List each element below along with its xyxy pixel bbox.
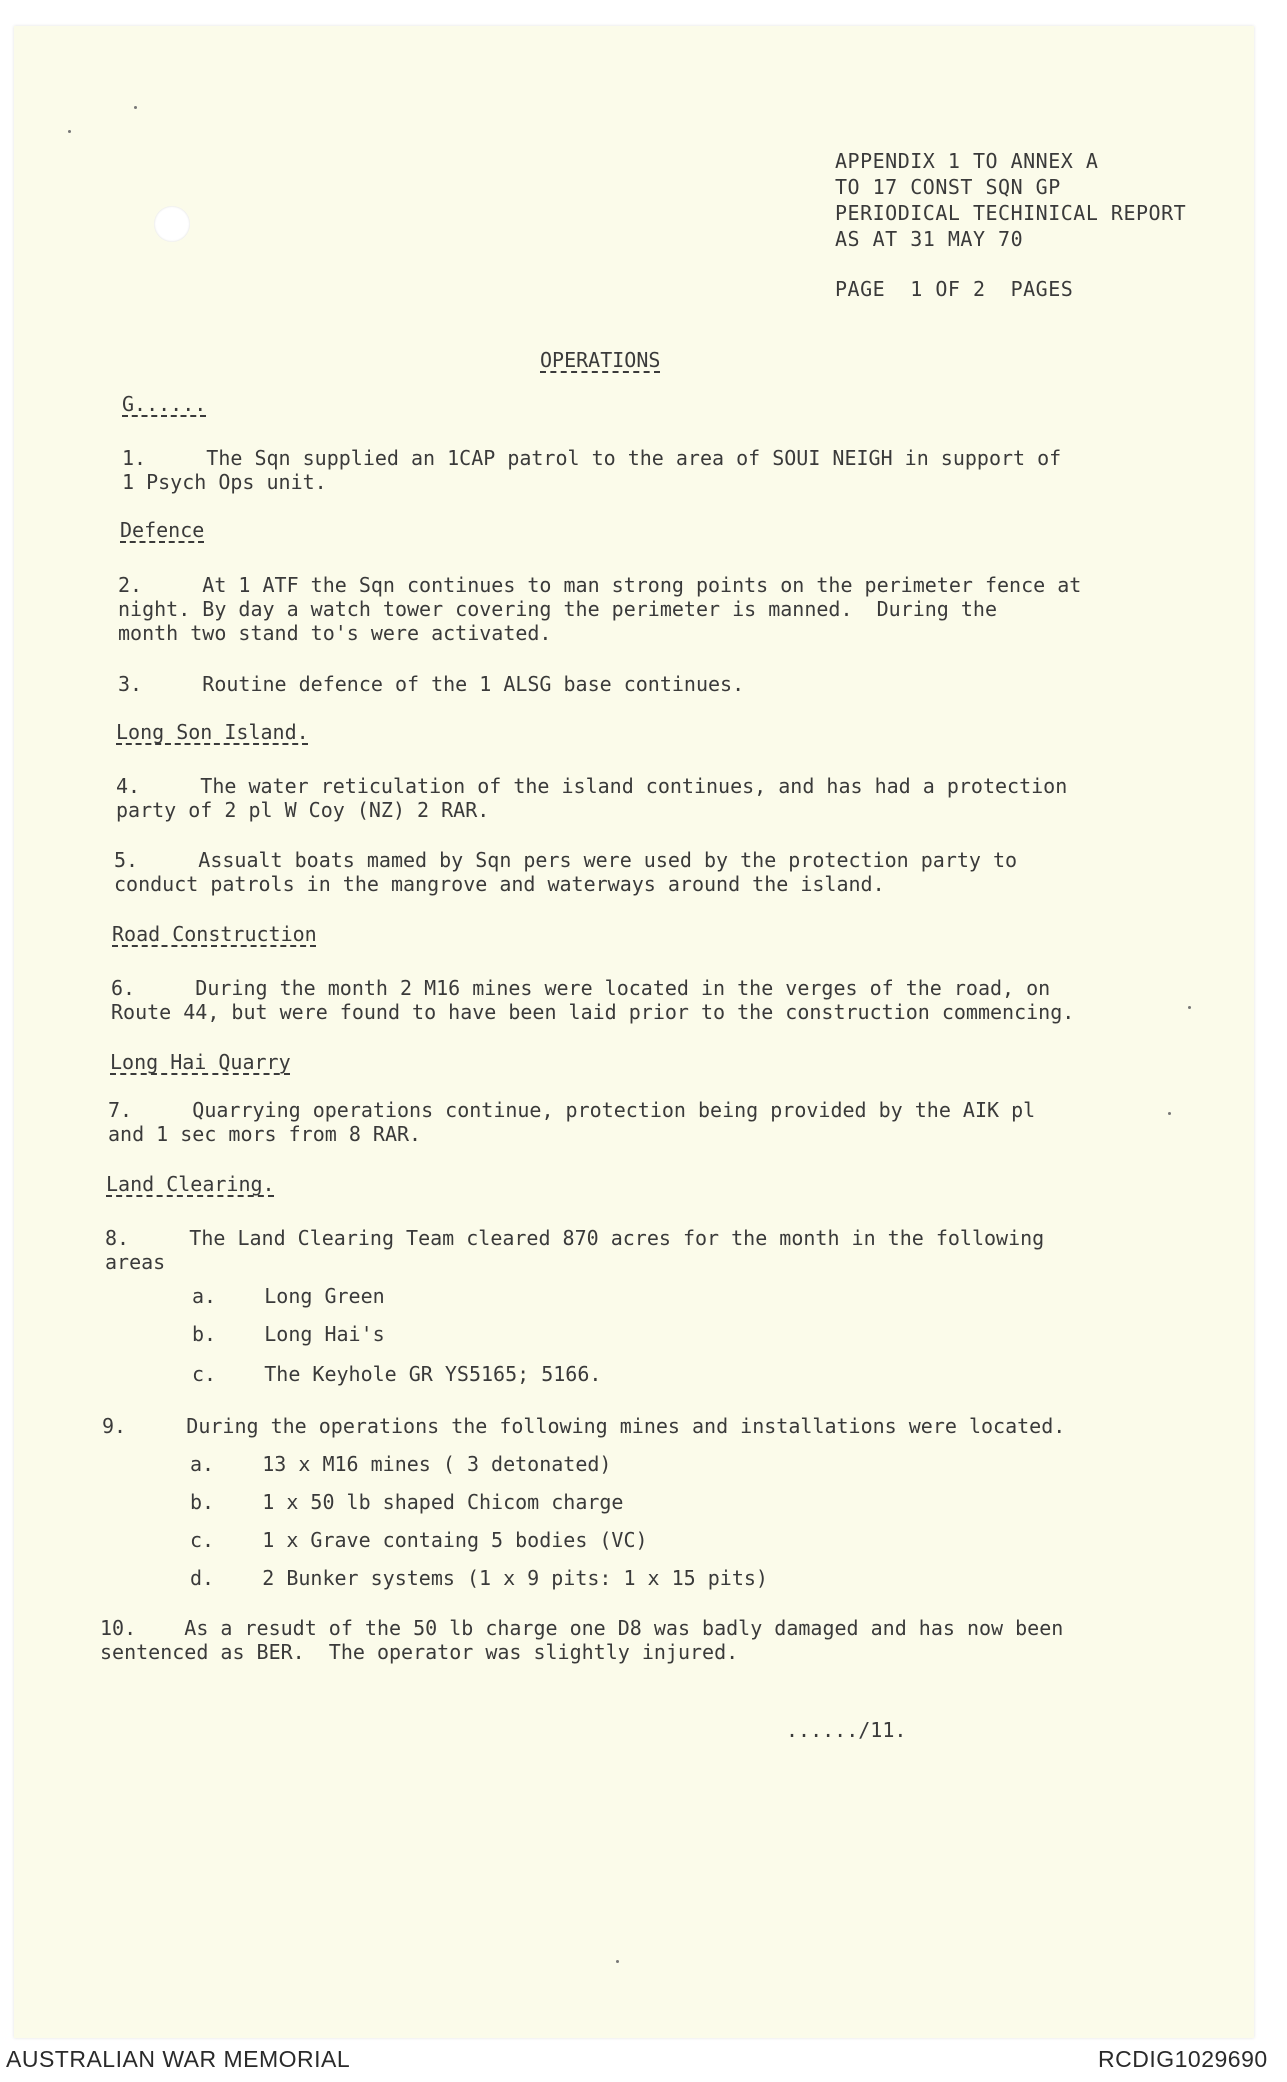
continuation-marker: ....../11.	[786, 1718, 907, 1742]
para-8-line-1: 8. The Land Clearing Team cleared 870 acres for the month in the following	[105, 1226, 1045, 1250]
header-line-4: AS AT 31 MAY 70	[835, 227, 1024, 251]
para-9-item-d: d. 2 Bunker systems (1 x 9 pits: 1 x 15 pits)	[190, 1566, 768, 1590]
para-6-line-2: Route 44, but were found to have been laid prior to the construction commencing.	[111, 1000, 1075, 1024]
document-title: OPERATIONS	[540, 348, 661, 372]
para-8-item-c: c. The Keyhole GR YS5165; 5166.	[192, 1362, 602, 1386]
page-indicator: PAGE 1 OF 2 PAGES	[835, 277, 1074, 301]
para-4-line-1: 4. The water reticulation of the island continues, and has had a protection	[116, 774, 1068, 798]
paper-speck	[1168, 1112, 1171, 1115]
para-9-item-b: b. 1 x 50 lb shaped Chicom charge	[190, 1490, 624, 1514]
header-line-2: TO 17 CONST SQN GP	[835, 175, 1061, 199]
section-heading-defence: Defence	[120, 518, 205, 542]
para-4-line-2: party of 2 pl W Coy (NZ) 2 RAR.	[116, 798, 490, 822]
para-5-line-2: conduct patrols in the mangrove and waterways around the island.	[114, 872, 885, 896]
section-heading-long-hai-quarry: Long Hai Quarry	[110, 1050, 291, 1074]
para-9-line-1: 9. During the operations the following mines and installations were located.	[102, 1414, 1066, 1438]
para-6-line-1: 6. During the month 2 M16 mines were located in the verges of the road, on	[111, 976, 1051, 1000]
para-7-line-2: and 1 sec mors from 8 RAR.	[108, 1122, 422, 1146]
para-10-line-2: sentenced as BER. The operator was slightly injured.	[100, 1640, 739, 1664]
para-5-line-1: 5. Assualt boats mamed by Sqn pers were used by the protection party to	[114, 848, 1018, 872]
para-10-line-1: 10. As a resudt of the 50 lb charge one D8 was badly damaged and has now been	[100, 1616, 1064, 1640]
para-8-line-2: areas	[105, 1250, 166, 1274]
para-3-line-1: 3. Routine defence of the 1 ALSG base continues.	[118, 672, 745, 696]
section-heading-land-clearing: Land Clearing.	[106, 1172, 275, 1196]
paper-speck	[616, 1960, 619, 1963]
footer-id: RCDIG1029690	[1098, 2046, 1268, 2072]
para-1-line-1: 1. The Sqn supplied an 1CAP patrol to the area of SOUI NEIGH in support of	[122, 446, 1062, 470]
para-8-item-a: a. Long Green	[192, 1284, 385, 1308]
paper-speck	[1188, 1006, 1191, 1009]
document-page	[14, 26, 1254, 2038]
para-9-item-a: a. 13 x M16 mines ( 3 detonated)	[190, 1452, 612, 1476]
paper-speck	[68, 130, 71, 133]
section-heading-general: G......	[122, 392, 207, 416]
paper-speck	[134, 106, 137, 109]
para-2-line-2: night. By day a watch tower covering the perimeter is manned. During the	[118, 597, 997, 621]
punch-hole	[154, 206, 190, 242]
section-heading-road-construction: Road Construction	[112, 922, 317, 946]
para-1-line-2: 1 Psych Ops unit.	[122, 470, 327, 494]
para-9-item-c: c. 1 x Grave containg 5 bodies (VC)	[190, 1528, 648, 1552]
footer-source: AUSTRALIAN WAR MEMORIAL	[6, 2046, 351, 2072]
para-7-line-1: 7. Quarrying operations continue, protection being provided by the AIK pl	[108, 1098, 1036, 1122]
header-line-1: APPENDIX 1 TO ANNEX A	[835, 149, 1099, 173]
para-2-line-3: month two stand to's were activated.	[118, 621, 552, 645]
section-heading-long-son-island: Long Son Island.	[116, 720, 309, 744]
para-2-line-1: 2. At 1 ATF the Sqn continues to man strong points on the perimeter fence at	[118, 573, 1082, 597]
header-line-3: PERIODICAL TECHINICAL REPORT	[835, 201, 1187, 225]
para-8-item-b: b. Long Hai's	[192, 1322, 385, 1346]
